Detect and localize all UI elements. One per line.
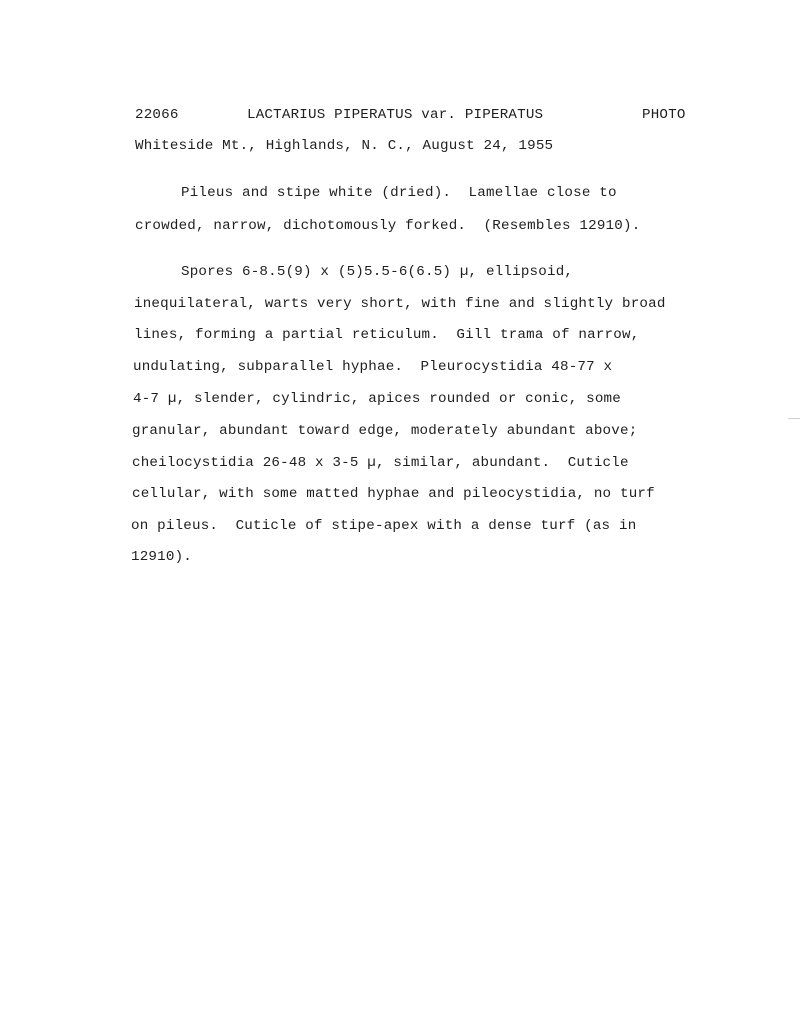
paragraph2-line: 12910). [131,549,192,565]
species-title: LACTARIUS PIPERATUS var. PIPERATUS [247,107,544,123]
paragraph2-line: lines, forming a partial reticulum. Gill trama of narrow, [134,327,640,343]
paragraph2-line: 4-7 µ, slender, cylindric, apices rounded or conic, some [133,391,621,407]
paragraph2-line: cheilocystidia 26-48 x 3-5 µ, similar, abundant. Cuticle [132,455,629,471]
photo-label: PHOTO [642,107,686,123]
paragraph1-line: crowded, narrow, dichotomously forked. (Resembles 12910). [135,218,641,234]
paragraph2-line: granular, abundant toward edge, moderately abundant above; [132,423,638,439]
location-line: Whiteside Mt., Highlands, N. C., August 24, 1955 [135,138,554,154]
catalog-number: 22066 [135,107,179,123]
scan-artifact-mark [788,418,800,419]
paragraph1-line: Pileus and stipe white (dried). Lamellae close to [181,185,617,201]
paragraph2-line: inequilateral, warts very short, with fine and slightly broad [134,296,666,312]
paragraph2-line: Spores 6-8.5(9) x (5)5.5-6(6.5) µ, ellipsoid, [181,264,574,280]
paragraph2-line: on pileus. Cuticle of stipe-apex with a dense turf (as in [131,518,637,534]
paragraph2-line: undulating, subparallel hyphae. Pleurocystidia 48-77 x [133,359,613,375]
paragraph2-line: cellular, with some matted hyphae and pileocystidia, no turf [132,486,655,502]
